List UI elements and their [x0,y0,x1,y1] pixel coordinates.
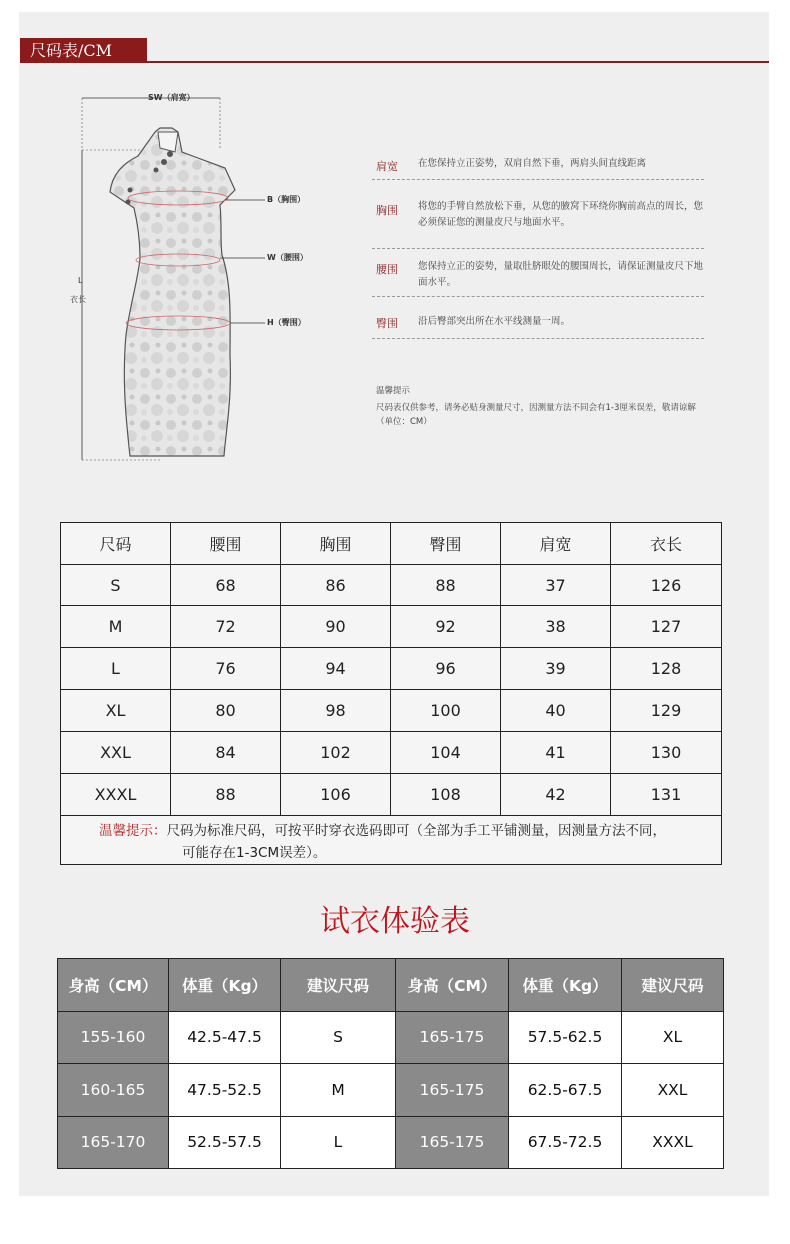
guide-desc: 在您保持立正姿势，双肩自然下垂，两肩头间直线距离 [418,158,647,169]
table-cell: 100 [391,690,501,732]
table-cell: 68 [171,565,281,606]
table-cell: M [281,1064,396,1117]
header-cell: 身高（CM） [58,959,169,1012]
table-cell: 131 [611,774,722,816]
guide-row [372,150,704,180]
sw-label: SW（肩宽） [148,93,195,102]
header-cell: 建议尺码 [281,959,396,1012]
table-cell: 41 [501,732,611,774]
hip-label: H（臀围） [267,318,306,327]
dress-figure [60,80,350,480]
header-divider [147,61,769,63]
table-cell: L [61,648,171,690]
l-label: L [78,276,83,285]
table-cell: M [61,606,171,648]
note-label: 温馨提示： [99,823,167,839]
size-note [61,816,722,865]
tip-title: 温馨提示 [376,386,411,396]
header-cell: 肩宽 [501,523,611,565]
table-cell: 165-175 [396,1116,509,1169]
tip-text: 尺码表仅供参考，请务必贴身测量尺寸，因测量方法不同会有1-3厘米误差，敬请谅解（单位：CM） [376,403,696,427]
table-cell: 62.5-67.5 [509,1064,622,1117]
table-cell: 67.5-72.5 [509,1116,622,1169]
table-cell: 96 [391,648,501,690]
guide-name: 胸围 [376,204,398,217]
table-cell: 88 [171,774,281,816]
table-cell: S [61,565,171,606]
table-cell: 39 [501,648,611,690]
table-cell: 88 [391,565,501,606]
table-cell: 129 [611,690,722,732]
table-row [61,565,722,606]
table-row [61,774,722,816]
table-cell: L [281,1116,396,1169]
size-table [60,522,722,865]
table-row [61,732,722,774]
guide-row [372,308,704,339]
waist-label: W（腰围） [267,253,308,262]
table-cell: 37 [501,565,611,606]
table-cell: 98 [281,690,391,732]
table-cell: 102 [281,732,391,774]
section-title: 尺码表/CM [20,38,147,63]
header-cell: 体重（Kg） [169,959,281,1012]
table-row [58,1011,724,1064]
table-cell: 165-175 [396,1011,509,1064]
table-cell: 42.5-47.5 [169,1011,281,1064]
header-cell: 臀围 [391,523,501,565]
table-cell: XXL [61,732,171,774]
table-cell: 90 [281,606,391,648]
table-cell: 40 [501,690,611,732]
table-cell: 57.5-62.5 [509,1011,622,1064]
table-row [58,1064,724,1117]
bust-label: B（胸围） [267,195,306,204]
guide-desc: 您保持立正的姿势，量取肚脐眼处的腰围周长，请保证测量皮尺下地面水平。 [418,261,704,288]
note-text-line2: 可能存在1-3CM误差）。 [182,845,327,861]
guide-desc: 沿后臀部突出所在水平线测量一周。 [418,316,571,327]
fitting-table [57,958,724,1169]
table-cell: 165-170 [58,1116,169,1169]
header-cell: 腰围 [171,523,281,565]
table-cell: 106 [281,774,391,816]
table-cell: 92 [391,606,501,648]
table-header-row [61,523,722,565]
table-cell: 38 [501,606,611,648]
length-label: 衣长 [70,295,86,304]
table-cell: 127 [611,606,722,648]
table-cell: XXXL [622,1116,724,1169]
table-cell: 126 [611,565,722,606]
header-cell: 建议尺码 [622,959,724,1012]
table-cell: 160-165 [58,1064,169,1117]
guide-desc: 将您的手臂自然放松下垂，从您的腋窝下环绕你胸前高点的周长，您必须保证您的测量皮尺与地面水平。 [418,201,704,228]
guide-name: 肩宽 [376,160,398,173]
header-cell: 尺码 [61,523,171,565]
table-cell: 104 [391,732,501,774]
note-text-line1: 尺码为标准尺码，可按平时穿衣选码即可（全部为手工平铺测量，因测量方法不同， [166,823,666,839]
table-note-row [61,816,722,865]
table-row [58,1116,724,1169]
guide-name: 臀围 [376,317,398,330]
qipao-illustration [60,80,350,480]
guide-row [372,197,704,249]
table-header-row [58,959,724,1012]
table-cell: 80 [171,690,281,732]
table-cell: XL [61,690,171,732]
header-cell: 体重（Kg） [509,959,622,1012]
table-cell: 47.5-52.5 [169,1064,281,1117]
fitting-title: 试衣体验表 [320,904,470,939]
table-row [61,606,722,648]
table-cell: 42 [501,774,611,816]
table-cell: 72 [171,606,281,648]
header-cell: 胸围 [281,523,391,565]
table-cell: 108 [391,774,501,816]
table-cell: XXL [622,1064,724,1117]
header-cell: 衣长 [611,523,722,565]
table-cell: 94 [281,648,391,690]
table-row [61,690,722,732]
table-row [61,648,722,690]
table-cell: XXXL [61,774,171,816]
table-cell: 76 [171,648,281,690]
table-cell: S [281,1011,396,1064]
table-cell: 130 [611,732,722,774]
guide-row [372,255,704,297]
table-cell: 52.5-57.5 [169,1116,281,1169]
table-cell: XL [622,1011,724,1064]
header-cell: 身高（CM） [396,959,509,1012]
table-cell: 84 [171,732,281,774]
table-cell: 165-175 [396,1064,509,1117]
table-cell: 128 [611,648,722,690]
table-cell: 86 [281,565,391,606]
table-cell: 155-160 [58,1011,169,1064]
guide-name: 腰围 [376,263,398,276]
